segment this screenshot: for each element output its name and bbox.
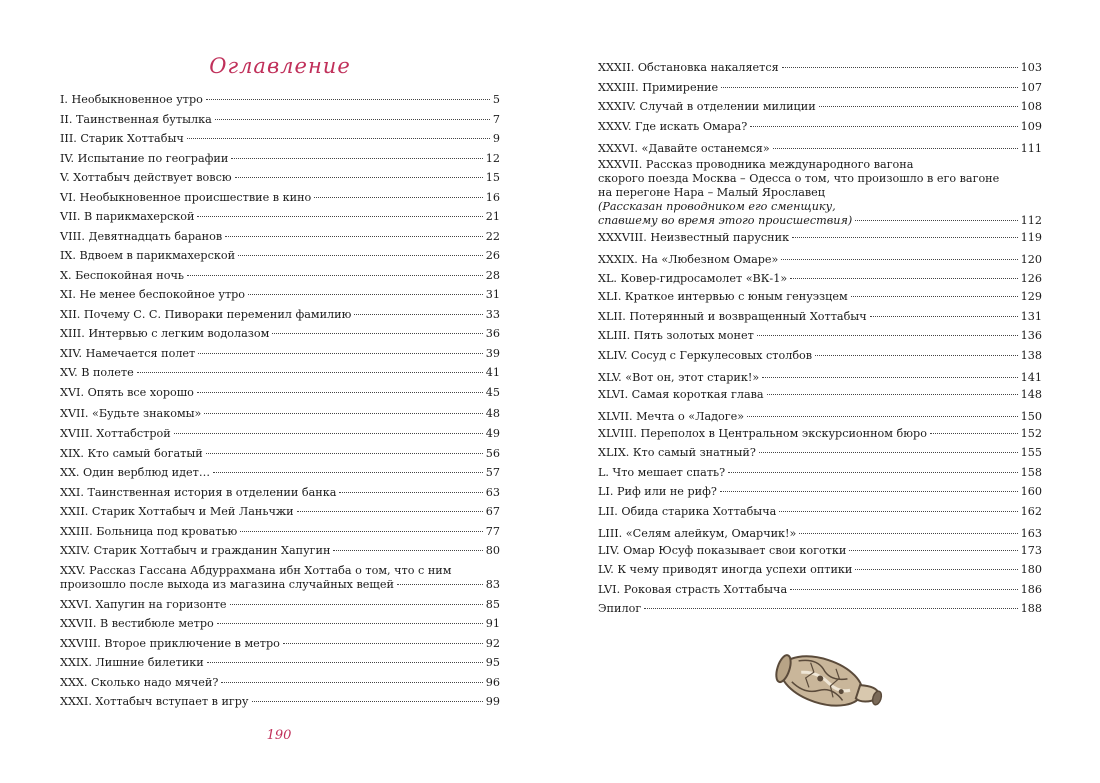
- toc-entry[interactable]: [60, 249, 500, 263]
- dot-leader: [762, 376, 1017, 378]
- dot-leader: [782, 66, 1018, 68]
- toc-page-number: 119: [1020, 231, 1042, 244]
- toc-page-number: 186: [1020, 582, 1042, 596]
- toc-entry-title: XLVI. Самая короткая глава: [598, 387, 764, 401]
- toc-entry-title: II. Таинственная бутылка: [60, 112, 212, 126]
- toc-page-number: 160: [1020, 485, 1042, 498]
- toc-entry[interactable]: [598, 505, 1042, 519]
- toc-entry-title: XVIII. Хоттабстрой: [60, 427, 171, 440]
- dot-leader: [314, 196, 482, 198]
- dot-leader: [747, 415, 1018, 417]
- toc-entry-title: VII. В парикмахерской: [60, 210, 195, 223]
- toc-page-number: 103: [1020, 61, 1042, 74]
- toc-entry-title: I. Необыкновенное утро: [60, 93, 203, 106]
- dot-leader: [851, 295, 1018, 297]
- dot-leader: [230, 603, 483, 605]
- toc-entry-title: XLI. Краткое интервью с юным генуэзцем: [598, 290, 848, 303]
- dot-leader: [333, 549, 482, 551]
- toc-page-number: 95: [485, 656, 500, 669]
- toc-entry[interactable]: [60, 347, 500, 361]
- toc-page-number: 16: [485, 190, 500, 204]
- toc-entry-title: III. Старик Хоттабыч: [60, 132, 184, 145]
- toc-entry-title: XXXVI. «Давайте останемся»: [598, 142, 770, 155]
- toc-entry-title-continuation: спавшему во время этого происшествия): [598, 214, 853, 227]
- toc-entry[interactable]: [598, 446, 1042, 460]
- toc-page-number: 96: [485, 675, 500, 689]
- dot-leader: [207, 661, 483, 663]
- toc-entry[interactable]: [60, 113, 500, 127]
- toc-entry[interactable]: [598, 527, 1042, 541]
- toc-page-number: 163: [1020, 527, 1042, 540]
- dot-leader: [197, 215, 482, 217]
- toc-entry[interactable]: [598, 290, 1042, 304]
- toc-entry[interactable]: [598, 120, 1042, 134]
- toc-entry[interactable]: [60, 327, 500, 341]
- toc-page-number: 131: [1020, 309, 1042, 323]
- toc-page-number: 21: [485, 210, 500, 223]
- toc-entry[interactable]: [60, 617, 500, 631]
- toc-entry[interactable]: [598, 310, 1042, 324]
- toc-page-number: 67: [485, 505, 500, 518]
- toc-page-number: 136: [1020, 329, 1042, 342]
- toc-entry[interactable]: [598, 272, 1042, 286]
- toc-entry[interactable]: [598, 583, 1042, 597]
- toc-entry-title: X. Беспокойная ночь: [60, 268, 184, 282]
- toc-entry[interactable]: [60, 308, 500, 322]
- toc-entry[interactable]: [60, 525, 500, 539]
- dot-leader: [779, 510, 1017, 512]
- toc-entry-title: XVII. «Будьте знакомы»: [60, 407, 202, 420]
- dot-leader: [213, 471, 483, 473]
- toc-entry[interactable]: [60, 637, 500, 651]
- toc-entry-title-continuation: на перегоне Нара – Малый Ярославец: [598, 186, 825, 199]
- toc-entry[interactable]: [60, 269, 500, 283]
- toc-entry-title: XLIX. Кто самый знатный?: [598, 446, 756, 459]
- toc-entry-title: XLIV. Сосуд с Геркулесовых столбов: [598, 348, 813, 362]
- dot-leader: [855, 219, 1017, 221]
- toc-page-number: 112: [1020, 214, 1042, 227]
- toc-entry-title: V. Хоттабыч действует вовсю: [60, 171, 232, 184]
- dot-leader: [870, 315, 1018, 317]
- toc-entry-title: XII. Почему С. С. Пивораки переменил фамилию: [60, 307, 352, 321]
- toc-entry[interactable]: [598, 81, 1042, 95]
- toc-entry[interactable]: [598, 388, 1042, 402]
- toc-entry[interactable]: [60, 505, 500, 519]
- toc-entry[interactable]: [60, 407, 500, 421]
- toc-entry-title: XXXV. Где искать Омара?: [598, 119, 748, 133]
- toc-entry-title: XIV. Намечается полет: [60, 346, 196, 360]
- toc-entry-title: XXIX. Лишние билетики: [60, 656, 204, 669]
- toc-page-number: 158: [1020, 465, 1042, 479]
- toc-entry-title: LI. Риф или не риф?: [598, 485, 717, 498]
- toc-entry[interactable]: [60, 656, 500, 670]
- dot-leader: [773, 147, 1018, 149]
- dot-leader: [248, 293, 483, 295]
- toc-page-number: 22: [485, 229, 500, 243]
- toc-page-number: 111: [1020, 142, 1042, 155]
- toc-entry[interactable]: [60, 544, 500, 558]
- toc-page-number: 39: [485, 346, 500, 360]
- dot-leader: [767, 393, 1018, 395]
- toc-entry-title: XXV. Рассказ Гассана Абдуррахмана ибн Хоттаба о том, что с ним: [60, 563, 452, 577]
- dot-leader: [221, 681, 482, 683]
- toc-page-number: 107: [1020, 80, 1042, 94]
- dot-leader: [728, 471, 1018, 473]
- toc-entry-title: XXX. Сколько надо мячей?: [60, 675, 219, 689]
- toc-entry-title: XXXII. Обстановка накаляется: [598, 61, 779, 74]
- toc-entry-title: XL. Ковер-гидросамолет «ВК-1»: [598, 272, 788, 285]
- toc-entry-title: XXVI. Хапугин на горизонте: [60, 597, 227, 611]
- dot-leader: [187, 274, 483, 276]
- toc-entry[interactable]: [598, 61, 1042, 75]
- toc-entry[interactable]: [60, 93, 500, 107]
- dot-leader: [238, 254, 483, 256]
- toc-entry[interactable]: [598, 427, 1042, 441]
- toc-entry-title: L. Что мешает спать?: [598, 465, 726, 479]
- toc-page-number: 15: [485, 171, 500, 184]
- toc-entry-title: LIII. «Селям алейкум, Омарчик!»: [598, 527, 797, 540]
- toc-title: Оглавление: [209, 54, 351, 78]
- dot-leader: [283, 642, 483, 644]
- toc-entry[interactable]: [60, 427, 500, 441]
- toc-entry[interactable]: [60, 230, 500, 244]
- dot-leader: [137, 371, 483, 373]
- toc-page-number: 56: [485, 446, 500, 460]
- dot-leader: [720, 490, 1018, 492]
- toc-entry-title: XXIV. Старик Хоттабыч и гражданин Хапугин: [60, 544, 331, 557]
- dot-leader: [792, 236, 1018, 238]
- toc-page-number: 150: [1020, 410, 1042, 423]
- dot-leader: [339, 491, 482, 493]
- toc-entry[interactable]: [598, 602, 1042, 616]
- toc-entry[interactable]: [598, 410, 1042, 424]
- dot-leader: [225, 235, 483, 237]
- toc-entry-title: XLVII. Мечта о «Ладоге»: [598, 410, 745, 423]
- toc-entry-title: IV. Испытание по географии: [60, 151, 229, 165]
- toc-entry[interactable]: [598, 329, 1042, 343]
- dot-leader: [397, 583, 483, 585]
- toc-entry-title: XIX. Кто самый богатый: [60, 446, 203, 460]
- toc-entry-title: XXXIII. Примирение: [598, 80, 719, 94]
- toc-entry-title: XLVIII. Переполох в Центральном экскурсионном бюро: [598, 426, 927, 440]
- toc-entry-title: XXI. Таинственная история в отделении банка: [60, 485, 337, 499]
- dot-leader: [215, 118, 490, 120]
- toc-entry[interactable]: [598, 563, 1042, 577]
- dot-leader: [297, 510, 483, 512]
- toc-entry[interactable]: [60, 132, 500, 146]
- toc-entry-title: VI. Необыкновенное происшествие в кино: [60, 190, 312, 204]
- toc-entry-title: XXXVII. Рассказ проводника международного вагона: [598, 158, 914, 171]
- dot-leader: [790, 588, 1018, 590]
- toc-entry-title-continuation: (Рассказан проводником его сменщику,: [598, 200, 836, 213]
- dot-leader: [231, 157, 482, 159]
- toc-page-number: 91: [485, 617, 500, 630]
- toc-page-number: 109: [1020, 119, 1042, 133]
- toc-entry[interactable]: [598, 544, 1042, 558]
- toc-page-number: 80: [485, 544, 500, 557]
- toc-entry[interactable]: [60, 210, 500, 224]
- toc-entry-title: XX. Один верблюд идет…: [60, 466, 211, 479]
- toc-page-number: 63: [485, 485, 500, 499]
- toc-page-number: 155: [1020, 446, 1042, 459]
- toc-page-number: 48: [485, 407, 500, 420]
- toc-entry-title: XI. Не менее беспокойное утро: [60, 288, 246, 301]
- toc-entry[interactable]: [60, 152, 500, 166]
- toc-page-number: 152: [1020, 426, 1042, 440]
- toc-entry-title: XV. В полете: [60, 366, 134, 379]
- toc-entry[interactable]: [60, 676, 500, 690]
- toc-entry[interactable]: [60, 564, 500, 592]
- toc-page-number: 49: [485, 427, 500, 440]
- toc-page-number: 45: [485, 385, 500, 399]
- dot-leader: [750, 125, 1017, 127]
- toc-entry[interactable]: [60, 288, 500, 302]
- toc-entry[interactable]: [60, 447, 500, 461]
- toc-page-number: 26: [485, 249, 500, 262]
- toc-entry[interactable]: [598, 100, 1042, 114]
- dot-leader: [272, 332, 482, 334]
- dot-leader: [197, 391, 483, 393]
- dot-leader: [799, 532, 1017, 534]
- toc-entry-title: IX. Вдвоем в парикмахерской: [60, 249, 236, 262]
- toc-page-number: 33: [485, 307, 500, 321]
- dot-leader: [206, 452, 483, 454]
- dot-leader: [855, 568, 1017, 570]
- toc-entry[interactable]: [60, 366, 500, 380]
- toc-page-number: 5: [492, 93, 500, 106]
- toc-entry-title: XXVIII. Второе приключение в метро: [60, 636, 280, 650]
- toc-entry-title: XLIII. Пять золотых монет: [598, 329, 754, 342]
- toc-entry-title: XLV. «Вот он, этот старик!»: [598, 371, 760, 384]
- dot-leader: [644, 607, 1017, 609]
- toc-entry[interactable]: [60, 386, 500, 400]
- toc-page-number: 31: [485, 288, 500, 301]
- toc-page-number: 141: [1020, 371, 1042, 384]
- toc-entry-title: XXXIV. Случай в отделении милиции: [598, 100, 816, 113]
- toc-page-number: 126: [1020, 272, 1042, 285]
- toc-entry[interactable]: [60, 598, 500, 612]
- genie-jug-illustration: [760, 640, 890, 720]
- toc-page-number: 85: [485, 597, 500, 611]
- toc-entry-title: XXXIX. На «Любезном Омаре»: [598, 253, 779, 266]
- toc-page-number: 180: [1020, 563, 1042, 576]
- toc-page-number: 108: [1020, 100, 1042, 113]
- toc-entry-title: LVI. Роковая страсть Хоттабыча: [598, 582, 788, 596]
- toc-entry-title: XVI. Опять все хорошо: [60, 385, 194, 399]
- toc-entry-title: XXII. Старик Хоттабыч и Мей Ланьчжи: [60, 505, 294, 518]
- toc-entry-title: XXXVIII. Неизвестный парусник: [598, 231, 790, 244]
- toc-entry[interactable]: [60, 486, 500, 500]
- page-number: 190: [266, 728, 292, 743]
- toc-entry-title: LII. Обида старика Хоттабыча: [598, 504, 777, 518]
- dot-leader: [204, 412, 482, 414]
- toc-entry[interactable]: [598, 466, 1042, 480]
- toc-entry-title: XXIII. Больница под кроватью: [60, 524, 238, 538]
- dot-leader: [354, 313, 482, 315]
- dot-leader: [240, 530, 482, 532]
- toc-page-number: 7: [492, 112, 500, 126]
- toc-entry[interactable]: [60, 171, 500, 185]
- toc-entry[interactable]: [598, 253, 1042, 267]
- toc-entry[interactable]: [598, 231, 1042, 245]
- dot-leader: [217, 622, 483, 624]
- dot-leader: [790, 277, 1017, 279]
- toc-page-number: 36: [485, 327, 500, 340]
- dot-leader: [252, 700, 483, 702]
- toc-page-number: 77: [485, 524, 500, 538]
- toc-page-number: 28: [485, 268, 500, 282]
- toc-page-number: 41: [485, 366, 500, 379]
- toc-entry[interactable]: [598, 485, 1042, 499]
- toc-page-number: 138: [1020, 348, 1042, 362]
- dot-leader: [930, 432, 1018, 434]
- toc-page-number: 173: [1020, 543, 1042, 557]
- toc-entry[interactable]: [598, 371, 1042, 385]
- toc-entry-title: XIII. Интервью с легким водолазом: [60, 327, 270, 340]
- dot-leader: [819, 105, 1018, 107]
- toc-page-number: 162: [1020, 504, 1042, 518]
- toc-entry-title: LV. К чему приводят иногда успехи оптики: [598, 563, 853, 576]
- toc-page-number: 148: [1020, 387, 1042, 401]
- dot-leader: [721, 86, 1018, 88]
- dot-leader: [198, 352, 483, 354]
- toc-entry[interactable]: [60, 466, 500, 480]
- dot-leader: [187, 137, 490, 139]
- dot-leader: [781, 258, 1017, 260]
- dot-leader: [235, 176, 483, 178]
- toc-page-number: 92: [485, 636, 500, 650]
- toc-entry[interactable]: [60, 191, 500, 205]
- toc-entry-title: XLII. Потерянный и возвращенный Хоттабыч: [598, 309, 867, 323]
- toc-entry[interactable]: [598, 158, 1042, 228]
- dot-leader: [757, 334, 1018, 336]
- dot-leader: [759, 451, 1018, 453]
- toc-page-number: 99: [485, 695, 500, 708]
- toc-page-number: 9: [492, 132, 500, 145]
- toc-page-number: 188: [1020, 602, 1042, 615]
- toc-entry-title: XXVII. В вестибюле метро: [60, 617, 214, 630]
- toc-entry-title-continuation: произошло после выхода из магазина случайных вещей: [60, 577, 394, 591]
- toc-page-number: 12: [485, 151, 500, 165]
- toc-entry-title: VIII. Девятнадцать баранов: [60, 229, 223, 243]
- toc-page-number: 83: [485, 577, 500, 591]
- toc-entry[interactable]: [60, 695, 500, 709]
- toc-page-number: 120: [1020, 253, 1042, 266]
- toc-entry[interactable]: [598, 142, 1042, 156]
- toc-entry[interactable]: [598, 349, 1042, 363]
- toc-entry-title: Эпилог: [598, 602, 642, 615]
- dot-leader: [206, 98, 490, 100]
- toc-entry-title: LIV. Омар Юсуф показывает свои коготки: [598, 543, 847, 557]
- dot-leader: [815, 354, 1018, 356]
- toc-page-number: 129: [1020, 290, 1042, 303]
- toc-page-number: 57: [485, 466, 500, 479]
- toc-entry-title: XXXI. Хоттабыч вступает в игру: [60, 695, 249, 708]
- toc-entry-title-continuation: скорого поезда Москва – Одесса о том, что произошло в его вагоне: [598, 172, 1000, 185]
- dot-leader: [174, 432, 483, 434]
- dot-leader: [849, 549, 1017, 551]
